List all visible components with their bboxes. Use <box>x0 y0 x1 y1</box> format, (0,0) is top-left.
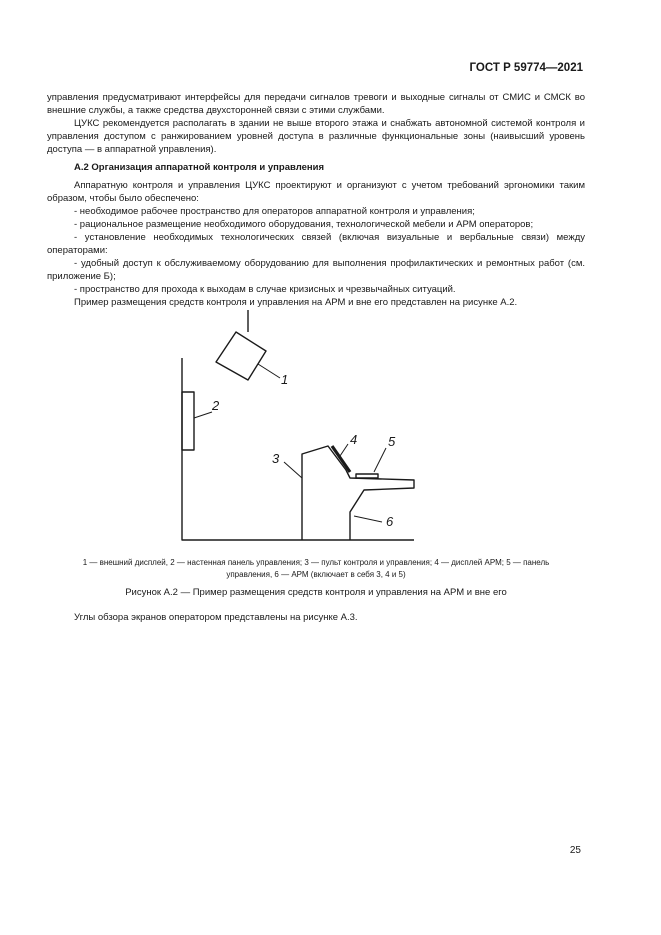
legend-line-1: 1 — внешний дисплей, 2 — настенная панель управления; 3 — пульт контроля и управления; 4 — дисплей АРМ; 5 — панель <box>82 558 550 567</box>
external-display <box>216 332 266 380</box>
label-2: 2 <box>212 398 220 413</box>
document-id: ГОСТ Р 59774—2021 <box>469 62 583 74</box>
legend-line-2: управления, 6 — АРМ (включает в себя 3, 4 и 5) <box>226 570 406 579</box>
figure-caption: Рисунок А.2 — Пример размещения средств контроля и управления на АРМ и вне его <box>125 587 507 598</box>
control-console <box>302 446 414 540</box>
figure-a2-drawing <box>168 308 428 548</box>
bullet-item: - рациональное размещение необходимого оборудования, технологической мебели и АРМ операторов; <box>74 219 534 230</box>
paragraph-1: управления предусматривают интерфейсы для передачи сигналов тревоги и выходные сигналы от СМИС и СМСК во внешние службы, а также средства двухсторонней связи с этими службами. <box>47 92 585 116</box>
arm-display <box>332 446 350 472</box>
label-6: 6 <box>386 514 394 529</box>
bullet-item: - необходимое рабочее пространство для операторов аппаратной контроля и управления; <box>74 206 475 217</box>
paragraph-2: ЦУКС рекомендуется располагать в здании не выше второго этажа и снабжать автономной системой контроля и управления доступом с ранжированием уровней доступа в различные функциональные зоны (наивысший уровень доступа — в аппаратной управления). <box>47 118 585 155</box>
bullet-item: - удобный доступ к обслуживаемому оборудованию для выполнения профилактических и ремонтных работ (см. приложение Б); <box>47 258 585 282</box>
label-5: 5 <box>388 434 396 449</box>
wall-panel <box>182 392 194 450</box>
desk-control-panel <box>356 474 378 478</box>
bullet-item: - установление необходимых технологических связей (включая визуальные и вербальные связи) между операторами: <box>47 232 585 256</box>
wall-and-floor <box>182 358 414 540</box>
section-title: А.2 Организация аппаратной контроля и управления <box>74 162 325 173</box>
paragraph-4: Пример размещения средств контроля и управления на АРМ и вне его представлен на рисунке А.2. <box>74 297 518 308</box>
page-number: 25 <box>569 845 581 856</box>
label-3: 3 <box>272 451 280 466</box>
bullet-item: - пространство для прохода к выходам в случае кризисных и чрезвычайных ситуаций. <box>74 284 456 295</box>
paragraph-after-figure: Углы обзора экранов оператором представлены на рисунке А.3. <box>74 612 358 623</box>
label-1: 1 <box>281 372 289 387</box>
label-4: 4 <box>350 432 358 447</box>
body-text <box>47 91 585 309</box>
figure-legend <box>47 557 585 581</box>
paragraph-3: Аппаратную контроля и управления ЦУКС проектируют и организуют с учетом требований эргономики таким образом, чтобы было обеспечено: <box>47 180 585 204</box>
